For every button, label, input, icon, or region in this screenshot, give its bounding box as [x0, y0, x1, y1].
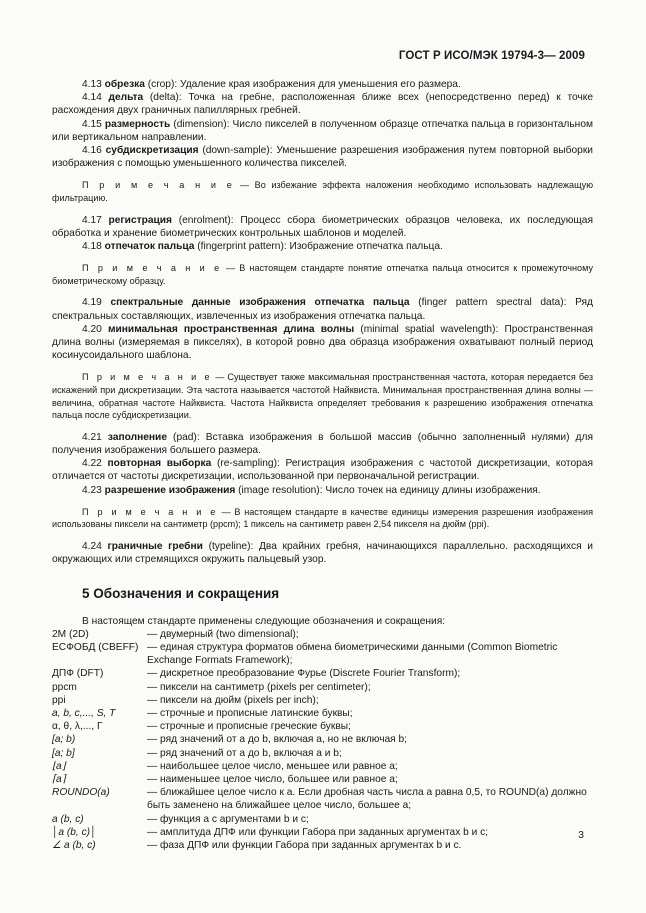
term-4-13: 4.13 обрезка (crop): Удаление края изображения для уменьшения его размера.	[82, 79, 461, 90]
list-item: α, θ, λ,..., Γ — строчные и прописные греческие буквы;	[52, 721, 351, 733]
document-header: ГОСТ Р ИСО/МЭК 19794-3— 2009	[398, 50, 585, 62]
term-4-16: 4.16 субдискретизация (down-sample): Уменьшение разрешения изображения путем повторной выборки изображения с помощью уменьшенного количества пикселей.	[52, 145, 593, 170]
note-3: П р и м е ч а н и е — Существует также максимальная пространственная частота, которая передается без искажений при дискретизации. Эта частота называется частотой Найквиста. Минимальная пространственная длина волны — величина, обратная частоте Найквиста. Частота Найквиста определяет требования к разрешению изображения отпечатка пальца после субдискретизации.	[52, 372, 593, 421]
note-2: П р и м е ч а н и е — В настоящем стандарте понятие отпечатка пальца относится к промежуточному биометрическому образцу.	[52, 263, 594, 286]
section-5-intro: В настоящем стандарте применены следующие обозначения и сокращения:	[82, 615, 446, 627]
list-item: [a; b) — ряд значений от a до b, включая a, но не включая b;	[52, 734, 408, 746]
list-item: ppcm — пиксели на сантиметр (pixels per centimeter);	[52, 681, 371, 693]
list-item: ⌊a⌋ — наибольшее целое число, меньшее или равное a;	[52, 760, 398, 772]
list-item: a (b, c) — функция a с аргументами b и c;	[52, 813, 309, 825]
list-item: [a; b] — ряд значений от a до b, включая a и b;	[52, 747, 342, 759]
term-4-22: 4.22 повторная выборка (re-sampling): Регистрация изображения с частотой дискретизации, которая отличается от частоты дискретизации, использованной при первоначальной регистрации.	[52, 458, 593, 483]
list-item: ROUNDO(a) — ближайшее целое число к a. Если дробная часть числа a равна 0,5, то ROUND(a) должно быть заменено на ближайшее целое число, большее a;	[52, 787, 587, 812]
term-4-23: 4.23 разрешение изображения (image resolution): Число точек на единицу длины изображения.	[82, 484, 541, 496]
note-1: П р и м е ч а н и е — Во избежание эффекта наложения необходимо использовать надлежащую фильтрацию.	[52, 180, 594, 204]
term-4-14: 4.14 дельта (delta): Точка на гребне, расположенная ближе всех (непосредственно перед) к точке расхождения двух граничных папиллярных гребней.	[52, 92, 593, 117]
list-item: a, b, c,..., S, T — строчные и прописные латинские буквы;	[52, 708, 353, 720]
list-item: ∠ a (b, c) — фаза ДПФ или функции Габора при заданных аргументах b и c.	[52, 840, 462, 852]
term-4-21: 4.21 заполнение (pad): Вставка изображения в большой массив (обычно заполненный нулями) для получения изображения большего размера.	[52, 431, 593, 456]
term-4-20: 4.20 минимальная пространственная длина волны (minimal spatial wavelength): Пространственная длина волны (измеряемая в пикселях), в которой ровно два образца изображения охватывают полный период косинусоидального шаблона.	[52, 323, 593, 362]
term-4-18: 4.18 отпечаток пальца (fingerprint pattern): Изображение отпечатка пальца.	[82, 241, 443, 253]
list-item: 2M (2D) — двумерный (two dimensional);	[52, 628, 299, 640]
section-5-title: 5 Обозначения и сокращения	[82, 586, 280, 602]
page-number: 3	[578, 829, 584, 841]
note-4: П р и м е ч а н и е — В настоящем стандарте в качестве единицы измерения разрешения изображения использованы пиксели на сантиметр (ppcm); 1 пиксель на сантиметр равен 2,54 пикселя на дюйм (ppi).	[52, 506, 594, 530]
page-content	[52, 78, 593, 852]
list-item: ДПФ (DFT) — дискретное преобразование Фурье (Discrete Fourier Transform);	[52, 668, 461, 680]
abbreviations-list	[52, 628, 593, 852]
list-item: ppi — пиксели на дюйм (pixels per inch);	[52, 694, 319, 706]
list-item: ЕСФОБД (CBEFF) — единая структура форматов обмена биометрическими данными (Common Biometric Exchange Formats Framework);	[52, 642, 558, 667]
term-4-19: 4.19 спектральные данные изображения отпечатка пальца (finger pattern spectral data): Ряд спектральных составляющих, извлеченных из изображения отпечатка пальца.	[52, 297, 593, 322]
list-item: │a (b, c)│ — амплитуда ДПФ или функции Габора при заданных аргументах b и c;	[52, 826, 489, 838]
term-4-24: 4.24 граничные гребни (typeline): Два крайних гребня, начинающихся параллельно. расходящихся и окружающих или стремящихся окружить пальцевый узор.	[52, 541, 593, 566]
list-item: ⌈a⌉ — наименьшее целое число, большее или равное a;	[52, 774, 398, 786]
term-4-17: 4.17 регистрация (enrolment): Процесс сбора биометрических образцов человека, их последующая обработка и хранение биометрических контрольных шаблонов и моделей.	[52, 214, 593, 239]
term-4-15: 4.15 размерность (dimension): Число пикселей в полученном образце отпечатка пальца в горизонтальном или вертикальном направлении.	[52, 118, 593, 143]
